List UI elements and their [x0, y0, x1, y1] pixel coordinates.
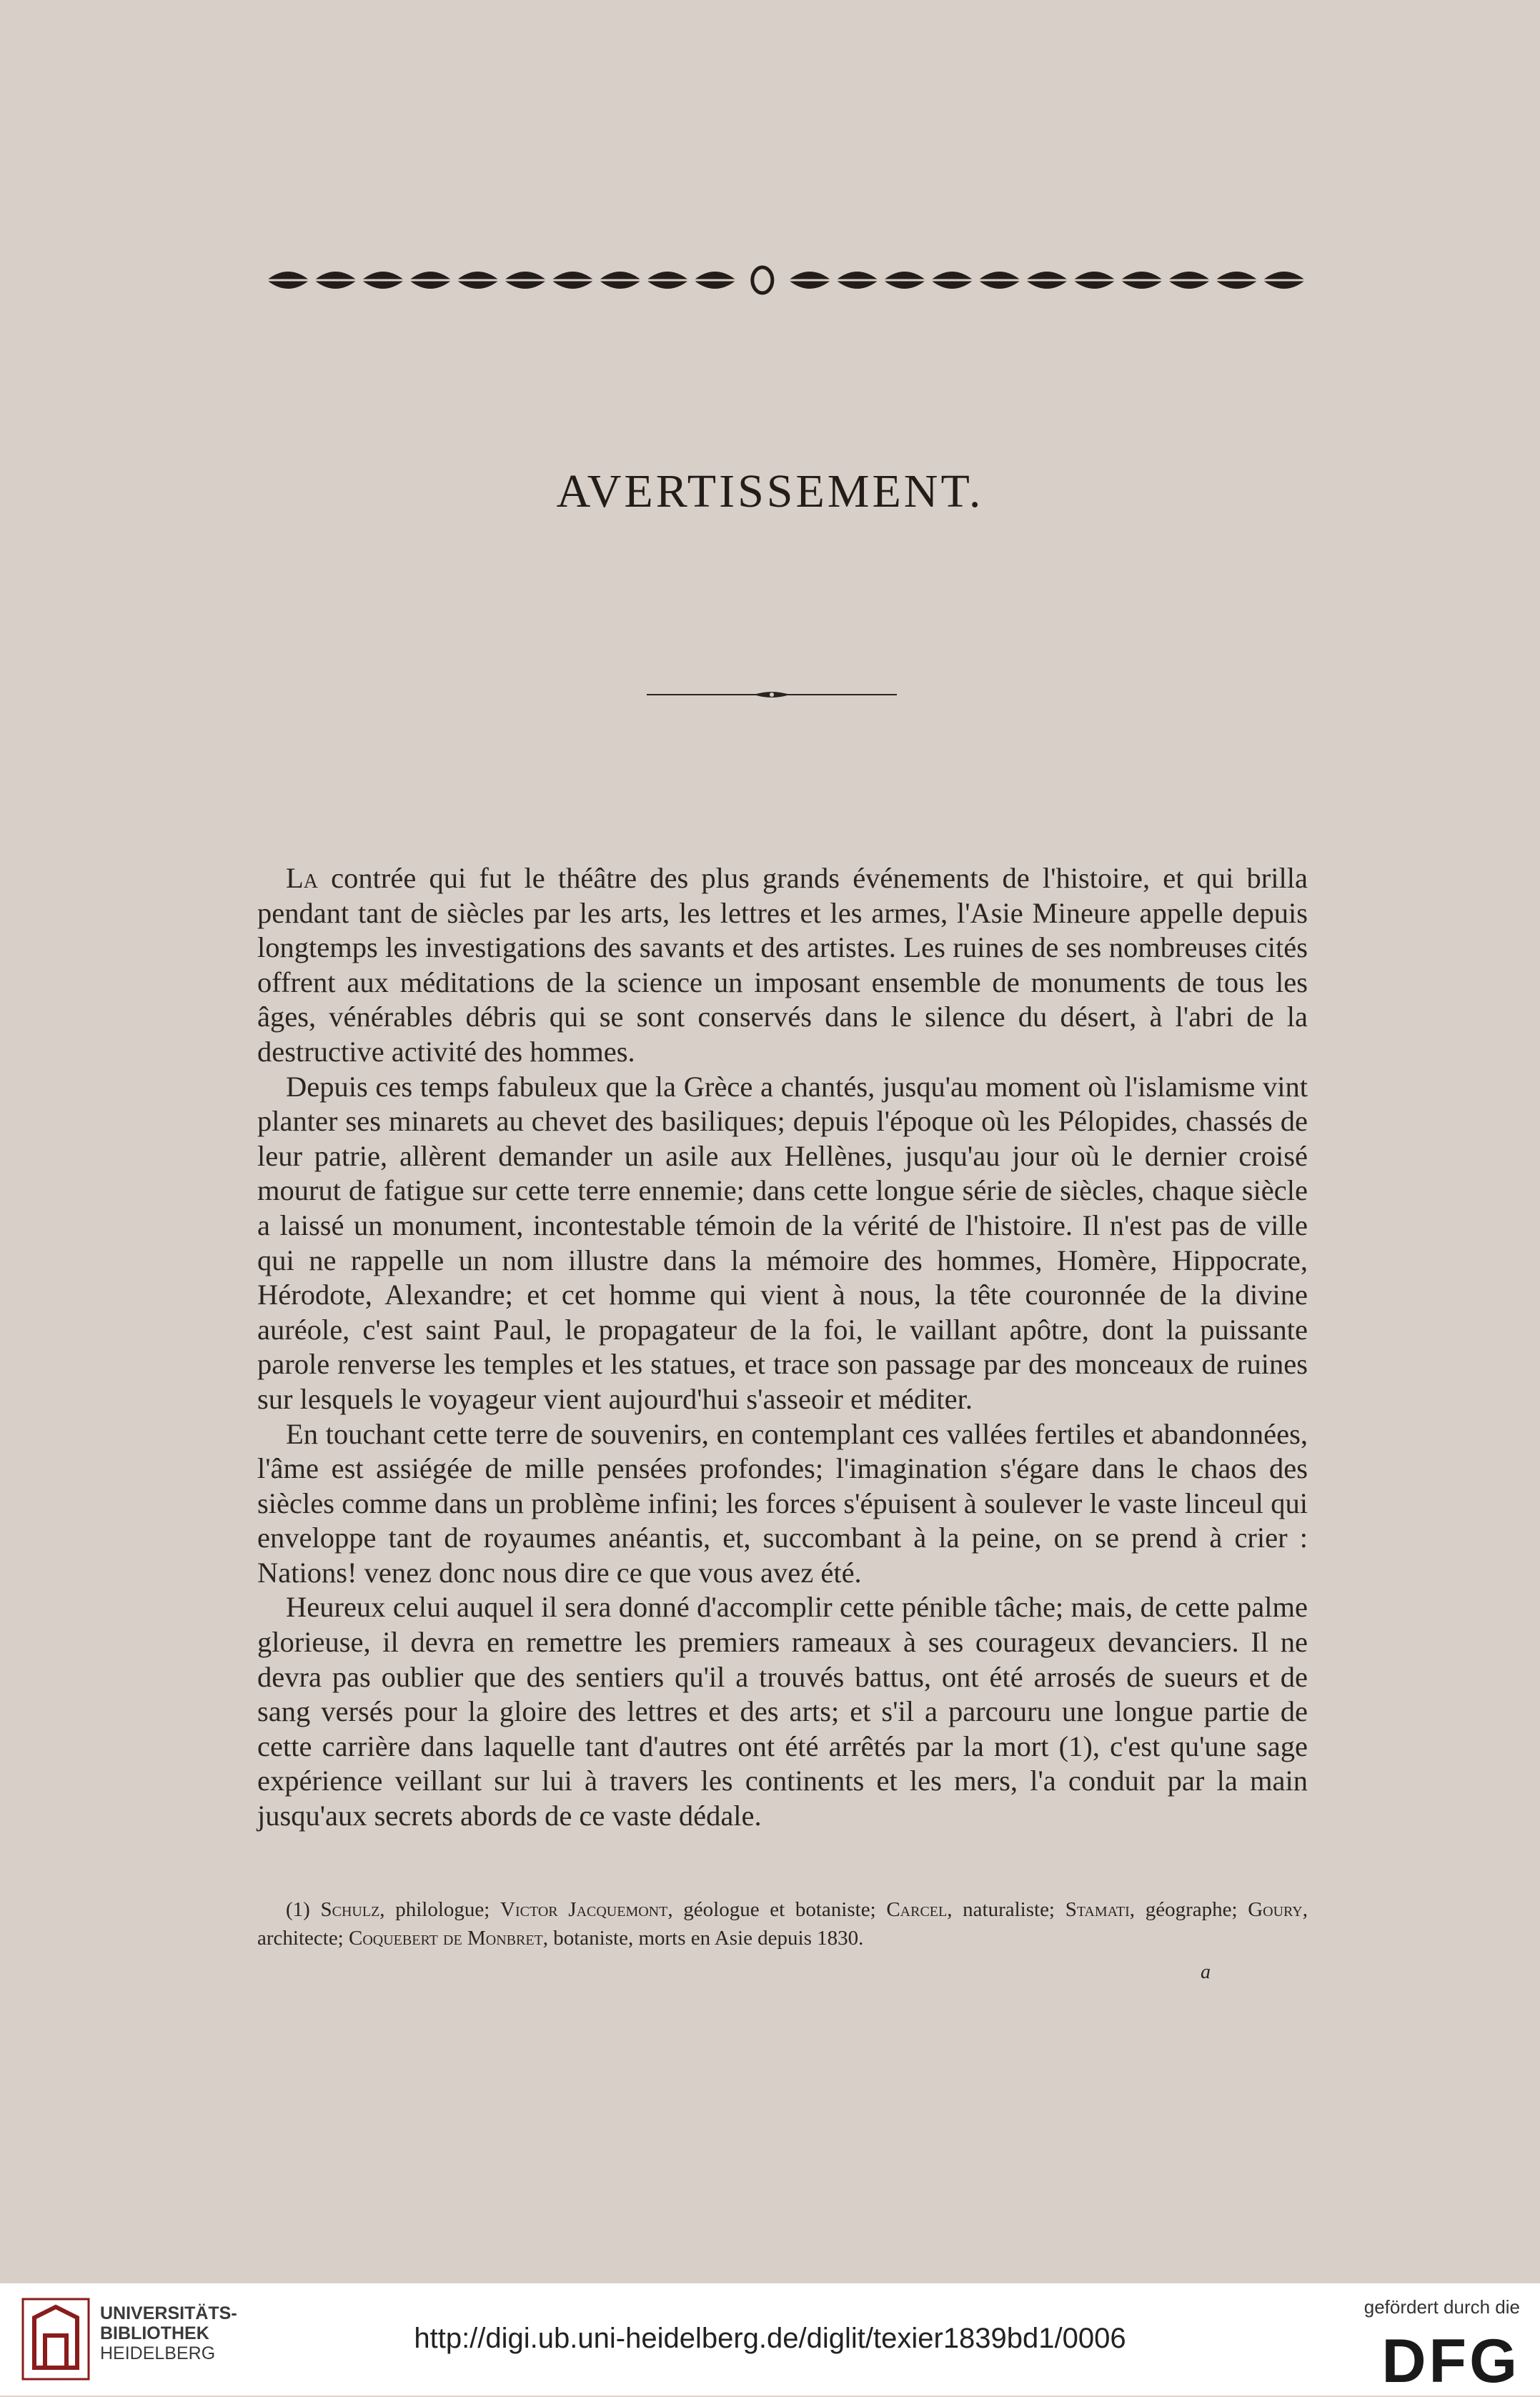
ornament-leaf-icon	[646, 272, 689, 289]
footnote-name: Schulz	[320, 1898, 380, 1921]
library-name-line2: BIBLIOTHEK	[100, 2323, 209, 2343]
footer-bar	[0, 2283, 1540, 2396]
page-title: AVERTISSEMENT.	[556, 465, 984, 517]
ornament-leaf-icon	[1216, 272, 1258, 289]
paragraph-lead: La	[286, 862, 318, 894]
footnote-desc: , philologue;	[379, 1898, 501, 1921]
footnote-desc: , naturaliste;	[947, 1898, 1065, 1921]
paragraph	[257, 1590, 1308, 1833]
ornament-leaf-icon	[1168, 272, 1211, 289]
footnote-text	[257, 1895, 1308, 1952]
library-name-line3: HEIDELBERG	[100, 2343, 216, 2363]
footnote-desc: , architecte;	[257, 1898, 1308, 1950]
ornament-leaf-icon	[1073, 272, 1116, 289]
paragraph	[257, 861, 1308, 1070]
body-text	[257, 861, 1308, 1834]
ornament-leaf-icon	[836, 272, 879, 289]
ornament-leaf-icon	[504, 272, 547, 289]
ornament-leaf-icon	[1025, 272, 1068, 289]
paragraph-text: Heureux celui auquel il sera donné d'accomplir cette pénible tâche; mais, de cette palme glorieuse, il devra en remettre les premiers rameaux à ses courageux devanciers. Il ne devra pas oublier que des sentiers qu'il a trouvés battus, ont été arrosés de sueurs et de sang versés pour la gloire des lettres et des arts; et s'il a parcouru une longue partie de cette carrière dans laquelle tant d'autres ont été arrêtés par la mort (1), c'est qu'une sage expérience veillant sur lui à travers les continents et les mers, l'a conduit par la main jusqu'aux secrets abords de ce vaste dédale.	[257, 1591, 1308, 1832]
footnote-name: Goury	[1248, 1898, 1303, 1921]
decorative-border-ornament	[264, 262, 1308, 299]
footnote-name: Coquebert de Monbret	[349, 1927, 543, 1950]
funded-by-label: gefördert durch die	[1363, 2296, 1520, 2318]
footnote-desc: , botaniste, morts en Asie depuis 1830.	[542, 1927, 864, 1950]
ornament-leaf-icon	[362, 272, 404, 289]
ornament-leaf-icon	[314, 272, 357, 289]
signature-mark: a	[1201, 1961, 1211, 1983]
ornament-leaf-icon	[552, 272, 595, 289]
footnote-desc: , géographe;	[1129, 1898, 1248, 1921]
ornament-leaf-icon	[409, 272, 452, 289]
ornament-leaf-icon	[930, 272, 973, 289]
ornament-leaf-icon	[883, 272, 926, 289]
ornament-leaf-icon	[978, 272, 1021, 289]
ornament-leaf-icon	[694, 272, 737, 289]
footnote-marker: (1)	[286, 1898, 321, 1921]
footnote-name: Carcel	[886, 1898, 948, 1921]
paragraph-text: Depuis ces temps fabuleux que la Grèce a chantés, jusqu'au moment où l'islamisme vint planter ses minarets au chevet des basiliques; depuis l'époque où les Pélopides, chassés de leur patrie, allèrent demander un asile aux Hellènes, jusqu'au jour où le dernier croisé mourut de fatigue sur cette terre ennemie; dans cette longue série de siècles, chaque siècle a laissé un monument, incontestable témoin de la vérité de l'histoire. Il n'est pas de ville qui ne rappelle un nom illustre dans la mémoire des hommes, Homère, Hippocrate, Hérodote, Alexandre; et cet homme qui vient à nous, la tête couronnée de la divine auréole, c'est saint Paul, le propagateur de la foi, le vaillant apôtre, dont la puissante parole renverse les temples et les statues, et trace son passage par des monceaux de ruines sur lesquels le voyageur vient aujourd'hui s'asseoir et méditer.	[257, 1070, 1308, 1415]
paragraph-text: contrée qui fut le théâtre des plus grands événements de l'histoire, et qui brilla pendant tant de siècles par les arts, les lettres et les armes, l'Asie Mineure appelle depuis longtemps les investigations des savants et des artistes. Les ruines de ses nombreuses cités offrent aux méditations de la science un imposant ensemble de monuments de tous les âges, vénérables débris qui se sont conservés dans le silence du désert, à l'abri de la destructive activité des hommes.	[257, 862, 1308, 1068]
ornament-leaf-icon	[1263, 272, 1306, 289]
ornament-leaf-icon	[267, 272, 309, 289]
footnote	[257, 1895, 1308, 1952]
paragraph	[257, 1070, 1308, 1417]
library-name-line1: UNIVERSITÄTS-	[100, 2303, 237, 2323]
ornament-leaf-icon	[599, 272, 642, 289]
ornament-leaf-icon	[788, 272, 831, 289]
ornament-leaf-icon	[1121, 272, 1163, 289]
footnote-name: Stamati	[1065, 1898, 1130, 1921]
footnote-desc: , géologue et botaniste;	[667, 1898, 887, 1921]
decorative-rule	[647, 686, 897, 703]
paragraph	[257, 1417, 1308, 1591]
source-url-link[interactable]: http://digi.ub.uni-heidelberg.de/diglit/texier1839bd1/0006	[414, 2323, 1126, 2354]
ornament-leaf-icon	[457, 272, 500, 289]
footnote-name: Victor Jacquemont	[500, 1898, 668, 1921]
dfg-logo: DFG	[1381, 2327, 1520, 2396]
paragraph-text: En touchant cette terre de souvenirs, en contemplant ces vallées fertiles et abandonnées, l'âme est assiégée de mille pensées profondes; l'imagination s'égare dans le chaos des siècles comme dans un problème infini; les forces s'épuisent à soulever le vaste linceul qui enveloppe tant de royaumes anéantis, et, succombant à la peine, on se prend à crier : Nations! venez donc nous dire ce que vous avez été.	[257, 1417, 1308, 1589]
ornament-leaf-icon	[752, 267, 773, 293]
